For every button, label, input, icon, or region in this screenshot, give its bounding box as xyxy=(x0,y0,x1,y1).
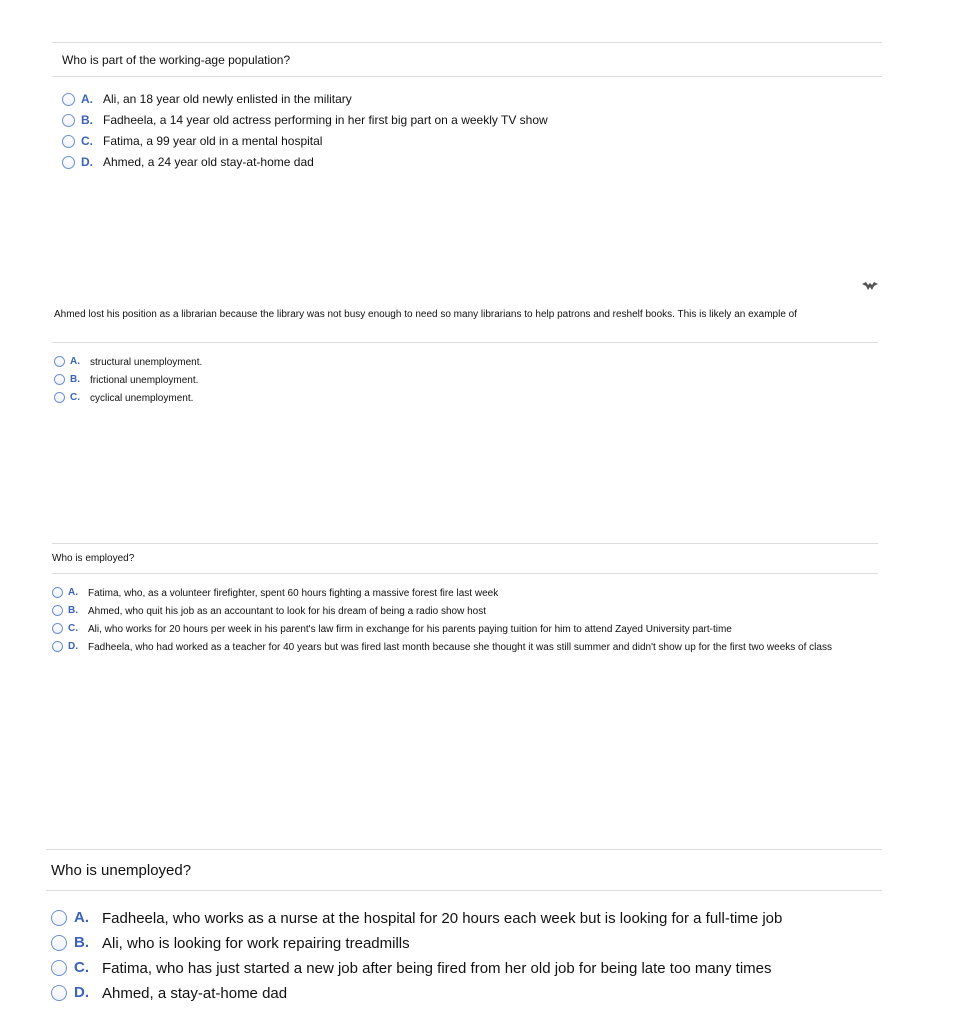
option-letter: B. xyxy=(70,374,80,385)
option-letter: A. xyxy=(70,356,80,367)
radio-button[interactable] xyxy=(62,93,75,106)
option-text: Ali, an 18 year old newly enlisted in the military xyxy=(103,92,352,106)
option-text: Ahmed, who quit his job as an accountant to look for his dream of being a radio show host xyxy=(88,606,487,617)
answer-option-c[interactable] xyxy=(54,392,193,405)
option-text: Fadheela, who had worked as a teacher for 40 years but was fired last month because she thought it was still summer and didn't show up for the first two weeks of class xyxy=(88,642,832,653)
radio-button[interactable] xyxy=(51,935,67,951)
answer-option-c[interactable] xyxy=(62,134,322,150)
option-letter: A. xyxy=(68,587,78,598)
radio-button[interactable] xyxy=(52,605,63,616)
option-letter: C. xyxy=(74,959,89,976)
radio-button[interactable] xyxy=(52,623,63,634)
option-text: Ahmed, a stay-at-home dad xyxy=(102,985,288,1002)
radio-button[interactable] xyxy=(52,641,63,652)
option-text: Fadheela, who works as a nurse at the hospital for 20 hours each week but is looking for a full-time job xyxy=(102,910,783,927)
answer-option-b[interactable] xyxy=(52,605,486,618)
divider xyxy=(52,543,878,544)
option-text: Ahmed, a 24 year old stay-at-home dad xyxy=(103,155,314,169)
divider xyxy=(46,890,882,891)
answer-option-a[interactable] xyxy=(52,587,498,600)
option-letter: B. xyxy=(81,113,93,127)
radio-button[interactable] xyxy=(52,587,63,598)
answer-option-d[interactable] xyxy=(51,984,287,1004)
radio-button[interactable] xyxy=(54,392,65,403)
answer-option-b[interactable] xyxy=(54,374,198,387)
divider xyxy=(52,42,882,43)
question-prompt: Who is unemployed? xyxy=(51,862,192,879)
option-letter: B. xyxy=(74,934,89,951)
radio-button[interactable] xyxy=(54,356,65,367)
divider xyxy=(52,76,882,77)
radio-button[interactable] xyxy=(51,985,67,1001)
option-letter: A. xyxy=(81,92,93,106)
option-text: frictional unemployment. xyxy=(90,375,199,386)
option-letter: C. xyxy=(68,623,78,634)
option-text: Fatima, who has just started a new job after being fired from her old job for being late too many times xyxy=(102,960,772,977)
option-text: Ali, who is looking for work repairing treadmills xyxy=(102,935,410,952)
bat-shaped-mark-icon xyxy=(862,282,878,291)
answer-option-a[interactable] xyxy=(62,92,352,108)
radio-button[interactable] xyxy=(62,135,75,148)
option-letter: D. xyxy=(68,641,78,652)
radio-button[interactable] xyxy=(51,960,67,976)
option-letter: B. xyxy=(68,605,78,616)
option-letter: D. xyxy=(74,984,89,1001)
radio-button[interactable] xyxy=(62,156,75,169)
option-letter: D. xyxy=(81,155,93,169)
divider xyxy=(52,342,878,343)
option-letter: C. xyxy=(70,392,80,403)
question-prompt: Who is employed? xyxy=(52,553,135,564)
answer-option-a[interactable] xyxy=(54,356,202,369)
option-text: Ali, who works for 20 hours per week in his parent's law firm in exchange for his parents paying tuition for him to attend Zayed University part-time xyxy=(88,624,732,635)
option-text: structural unemployment. xyxy=(90,357,203,368)
option-text: cyclical unemployment. xyxy=(90,393,194,404)
option-text: Fadheela, a 14 year old actress performing in her first big part on a weekly TV show xyxy=(103,113,548,127)
answer-option-d[interactable] xyxy=(52,641,852,654)
radio-button[interactable] xyxy=(54,374,65,385)
divider xyxy=(46,849,882,850)
answer-option-b[interactable] xyxy=(62,113,548,129)
option-letter: A. xyxy=(74,909,89,926)
option-text: Fatima, a 99 year old in a mental hospital xyxy=(103,134,323,148)
answer-option-c[interactable] xyxy=(51,959,772,979)
question-prompt: Who is part of the working-age population? xyxy=(62,53,291,67)
question-prompt: Ahmed lost his position as a librarian because the library was not busy enough to need so many librarians to help patrons and reshelf books. This is likely an example of xyxy=(54,309,798,320)
option-letter: C. xyxy=(81,134,93,148)
answer-option-a[interactable] xyxy=(51,909,782,929)
radio-button[interactable] xyxy=(62,114,75,127)
option-text: Fatima, who, as a volunteer firefighter, spent 60 hours fighting a massive forest fire last week xyxy=(88,588,499,599)
answer-option-b[interactable] xyxy=(51,934,410,954)
answer-option-c[interactable] xyxy=(52,623,732,636)
divider xyxy=(52,573,878,574)
radio-button[interactable] xyxy=(51,910,67,926)
answer-option-d[interactable] xyxy=(62,155,314,171)
